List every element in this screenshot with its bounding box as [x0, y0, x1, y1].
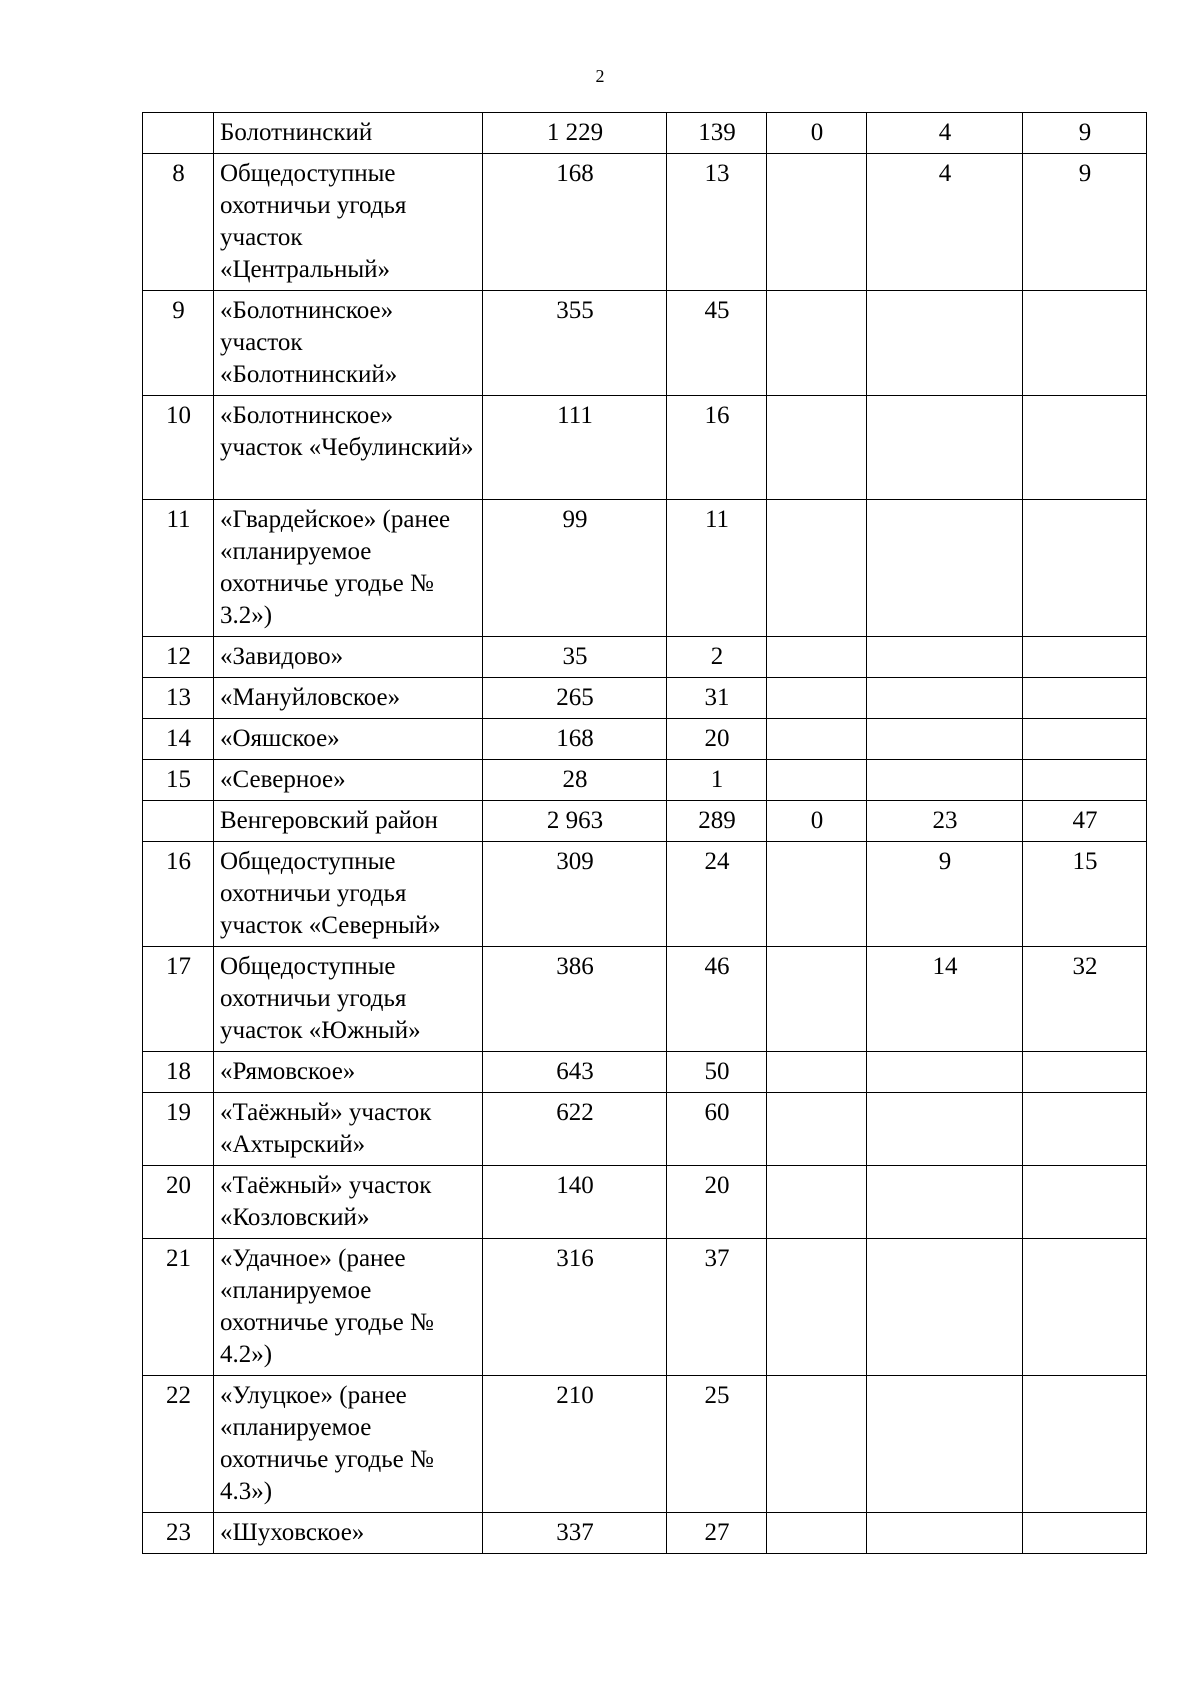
hunting-ground-name-cell: «Рямовское»	[214, 1052, 483, 1093]
value-cell-5	[1023, 1513, 1147, 1554]
hunting-ground-name-cell: «Таёжный» участок «Ахтырский»	[214, 1093, 483, 1166]
value-cell-2: 11	[667, 500, 767, 637]
value-cell-4	[867, 1239, 1023, 1376]
value-cell-3	[767, 1513, 867, 1554]
value-cell-3	[767, 719, 867, 760]
table-row	[143, 947, 1147, 1052]
hunting-ground-name-cell: Общедоступные охотничьи угодья участок «Южный»	[214, 947, 483, 1052]
value-cell-4: 23	[867, 801, 1023, 842]
table-row	[143, 637, 1147, 678]
value-cell-1: 210	[483, 1376, 667, 1513]
value-cell-5: 15	[1023, 842, 1147, 947]
value-cell-1: 1 229	[483, 113, 667, 154]
value-cell-3	[767, 1239, 867, 1376]
value-cell-2: 139	[667, 113, 767, 154]
value-cell-3	[767, 500, 867, 637]
hunting-ground-name-cell: «Северное»	[214, 760, 483, 801]
value-cell-3	[767, 291, 867, 396]
hunting-ground-name-cell: «Болотнинское» участок «Чебулинский»	[214, 396, 483, 500]
hunting-ground-name-cell: «Мануйловское»	[214, 678, 483, 719]
value-cell-2: 27	[667, 1513, 767, 1554]
value-cell-3	[767, 396, 867, 500]
value-cell-1: 35	[483, 637, 667, 678]
row-number-cell: 17	[143, 947, 214, 1052]
value-cell-1: 168	[483, 154, 667, 291]
value-cell-3	[767, 678, 867, 719]
value-cell-1: 111	[483, 396, 667, 500]
table-row	[143, 1239, 1147, 1376]
table-row	[143, 1093, 1147, 1166]
row-number-cell: 10	[143, 396, 214, 500]
table-row	[143, 719, 1147, 760]
value-cell-5: 32	[1023, 947, 1147, 1052]
value-cell-2: 289	[667, 801, 767, 842]
hunting-ground-name-cell: «Удачное» (ранее «планируемое охотничье угодье № 4.2»)	[214, 1239, 483, 1376]
table-row	[143, 291, 1147, 396]
hunting-ground-name-cell: Общедоступные охотничьи угодья участок «Центральный»	[214, 154, 483, 291]
row-number-cell: 23	[143, 1513, 214, 1554]
hunting-ground-name-cell: «Гвардейское» (ранее «планируемое охотничье угодье № 3.2»)	[214, 500, 483, 637]
value-cell-4: 4	[867, 154, 1023, 291]
value-cell-5	[1023, 1166, 1147, 1239]
value-cell-2: 45	[667, 291, 767, 396]
hunting-ground-name-cell: Венгеровский район	[214, 801, 483, 842]
value-cell-3	[767, 154, 867, 291]
table-row	[143, 1052, 1147, 1093]
row-number-cell: 8	[143, 154, 214, 291]
page-number: 2	[595, 66, 605, 86]
value-cell-4: 9	[867, 842, 1023, 947]
value-cell-2: 2	[667, 637, 767, 678]
value-cell-5: 47	[1023, 801, 1147, 842]
value-cell-3	[767, 1166, 867, 1239]
row-number-cell: 14	[143, 719, 214, 760]
row-number-cell: 16	[143, 842, 214, 947]
value-cell-4	[867, 719, 1023, 760]
row-number-cell: 11	[143, 500, 214, 637]
value-cell-4: 14	[867, 947, 1023, 1052]
value-cell-1: 265	[483, 678, 667, 719]
value-cell-2: 60	[667, 1093, 767, 1166]
value-cell-3	[767, 1376, 867, 1513]
table-row	[143, 678, 1147, 719]
hunting-ground-name-cell: «Болотнинское» участок «Болотнинский»	[214, 291, 483, 396]
value-cell-2: 46	[667, 947, 767, 1052]
value-cell-3	[767, 842, 867, 947]
value-cell-1: 140	[483, 1166, 667, 1239]
row-number-cell: 18	[143, 1052, 214, 1093]
row-number-cell: 13	[143, 678, 214, 719]
value-cell-5	[1023, 1239, 1147, 1376]
hunting-ground-name-cell: «Улуцкое» (ранее «планируемое охотничье угодье № 4.3»)	[214, 1376, 483, 1513]
value-cell-1: 309	[483, 842, 667, 947]
row-number-cell: 21	[143, 1239, 214, 1376]
hunting-ground-name-cell: «Таёжный» участок «Козловский»	[214, 1166, 483, 1239]
value-cell-2: 24	[667, 842, 767, 947]
table-row	[143, 842, 1147, 947]
value-cell-3	[767, 947, 867, 1052]
row-number-cell: 20	[143, 1166, 214, 1239]
value-cell-1: 643	[483, 1052, 667, 1093]
value-cell-2: 13	[667, 154, 767, 291]
value-cell-4	[867, 678, 1023, 719]
district-subtotal-row	[143, 801, 1147, 842]
value-cell-4	[867, 396, 1023, 500]
district-subtotal-row	[143, 113, 1147, 154]
value-cell-4	[867, 1376, 1023, 1513]
value-cell-4	[867, 637, 1023, 678]
value-cell-2: 25	[667, 1376, 767, 1513]
value-cell-1: 2 963	[483, 801, 667, 842]
value-cell-4: 4	[867, 113, 1023, 154]
value-cell-4	[867, 1513, 1023, 1554]
value-cell-5	[1023, 1376, 1147, 1513]
value-cell-4	[867, 760, 1023, 801]
hunting-grounds-table	[142, 112, 1147, 1554]
value-cell-2: 20	[667, 719, 767, 760]
value-cell-5	[1023, 1052, 1147, 1093]
value-cell-5	[1023, 291, 1147, 396]
value-cell-5	[1023, 500, 1147, 637]
value-cell-1: 355	[483, 291, 667, 396]
value-cell-2: 50	[667, 1052, 767, 1093]
value-cell-1: 337	[483, 1513, 667, 1554]
value-cell-5	[1023, 637, 1147, 678]
value-cell-4	[867, 500, 1023, 637]
value-cell-1: 28	[483, 760, 667, 801]
row-number-cell: 9	[143, 291, 214, 396]
value-cell-2: 37	[667, 1239, 767, 1376]
value-cell-5: 9	[1023, 154, 1147, 291]
value-cell-2: 31	[667, 678, 767, 719]
value-cell-2: 1	[667, 760, 767, 801]
hunting-ground-name-cell: «Шуховское»	[214, 1513, 483, 1554]
value-cell-4	[867, 1052, 1023, 1093]
value-cell-4	[867, 1166, 1023, 1239]
value-cell-1: 386	[483, 947, 667, 1052]
value-cell-5	[1023, 396, 1147, 500]
hunting-ground-name-cell: «Завидово»	[214, 637, 483, 678]
table-row	[143, 760, 1147, 801]
table-row	[143, 1166, 1147, 1239]
table-row	[143, 396, 1147, 500]
value-cell-5	[1023, 719, 1147, 760]
value-cell-5	[1023, 1093, 1147, 1166]
value-cell-3	[767, 1093, 867, 1166]
row-number-cell	[143, 113, 214, 154]
value-cell-2: 20	[667, 1166, 767, 1239]
hunting-ground-name-cell: Болотнинский	[214, 113, 483, 154]
value-cell-2: 16	[667, 396, 767, 500]
value-cell-3	[767, 1052, 867, 1093]
table-row	[143, 1513, 1147, 1554]
value-cell-3	[767, 760, 867, 801]
table-row	[143, 154, 1147, 291]
value-cell-1: 622	[483, 1093, 667, 1166]
value-cell-1: 168	[483, 719, 667, 760]
value-cell-3	[767, 637, 867, 678]
value-cell-1: 316	[483, 1239, 667, 1376]
value-cell-1: 99	[483, 500, 667, 637]
row-number-cell	[143, 801, 214, 842]
value-cell-5	[1023, 760, 1147, 801]
table-row	[143, 500, 1147, 637]
table-row	[143, 1376, 1147, 1513]
row-number-cell: 22	[143, 1376, 214, 1513]
hunting-ground-name-cell: Общедоступные охотничьи угодья участок «Северный»	[214, 842, 483, 947]
row-number-cell: 12	[143, 637, 214, 678]
row-number-cell: 19	[143, 1093, 214, 1166]
value-cell-4	[867, 291, 1023, 396]
value-cell-5: 9	[1023, 113, 1147, 154]
value-cell-3: 0	[767, 801, 867, 842]
row-number-cell: 15	[143, 760, 214, 801]
value-cell-5	[1023, 678, 1147, 719]
value-cell-3: 0	[767, 113, 867, 154]
value-cell-4	[867, 1093, 1023, 1166]
hunting-ground-name-cell: «Ояшское»	[214, 719, 483, 760]
